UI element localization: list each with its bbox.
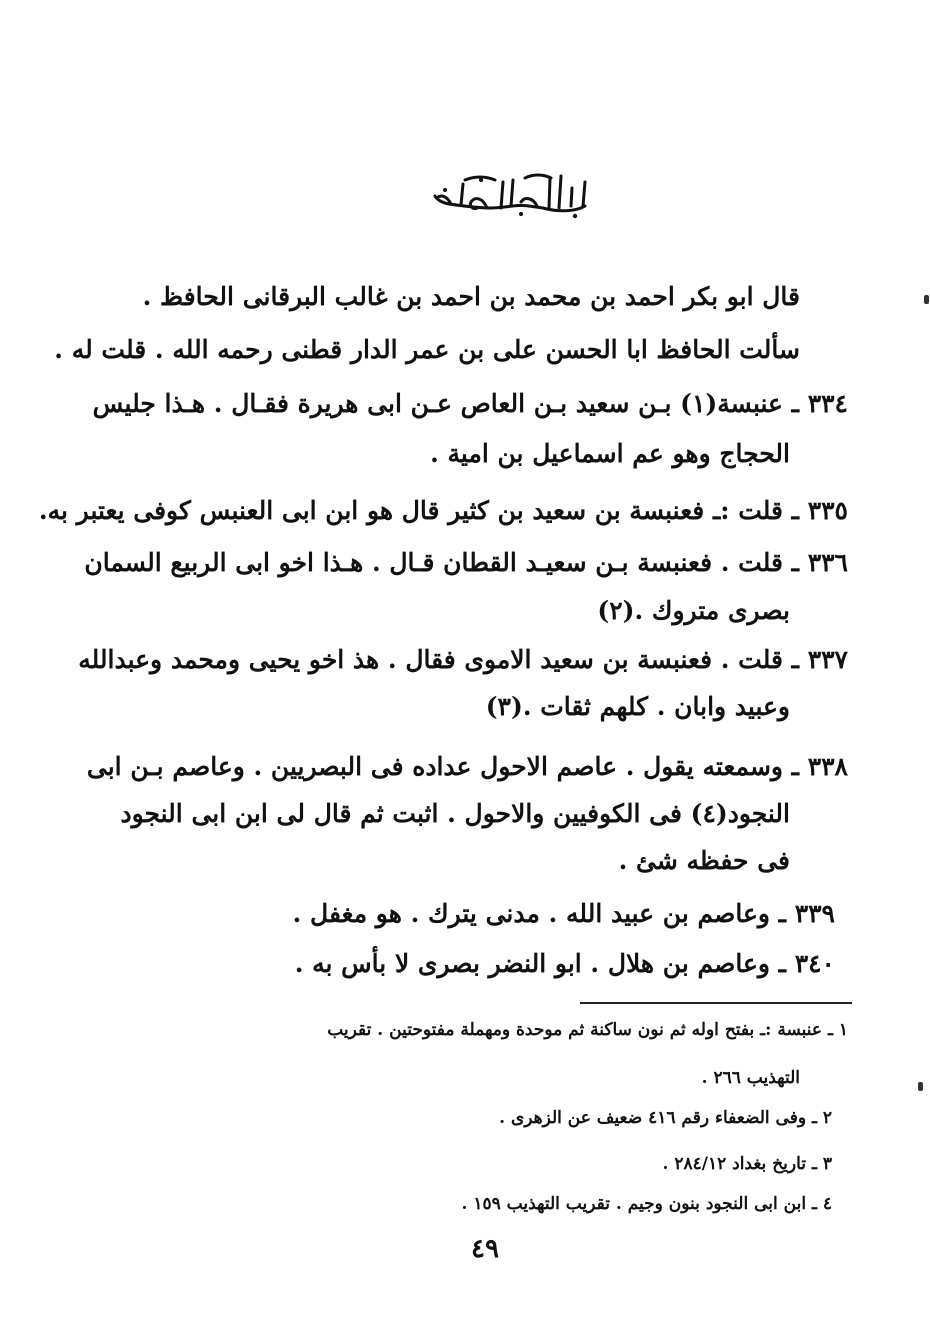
basmala-calligraphy [425, 168, 595, 220]
page-number: ٤٩ [471, 1234, 499, 1264]
entry-338-line-3: فى حفظه شئ . [618, 846, 790, 875]
entry-337-line-1: ٣٣٧ ـ قلت . فعنبسة بن سعيد الاموى فقال . هذ اخو يحيى ومحمد وعبدالله [78, 645, 848, 674]
entry-339-line: ٣٣٩ ـ وعاصم بن عبيد الله . مدنى يترك . هو مغفل . [292, 899, 835, 928]
scan-speck-lower [918, 1082, 923, 1091]
text-line-1: قال ابو بكر احمد بن محمد بن احمد بن غالب البرقانى الحافظ . [142, 282, 800, 311]
footnote-4: ٤ ـ ابن ابى النجود بنون وجيم . تقريب التهذيب ١٥٩ . [461, 1194, 832, 1214]
footnote-3: ٣ ـ تاريخ بغداد ٢٨٤/١٢ . [662, 1154, 832, 1174]
text-line-2: سألت الحافظ ابا الحسن على بن عمر الدار قطنى رحمه الله . قلت له . [54, 335, 800, 364]
entry-334-line-1: ٣٣٤ ـ عنبسة(١) بـن سعيد بـن العاص عـن ابى هريرة فقـال . هـذا جليس [92, 389, 848, 418]
scan-speck-upper [924, 295, 929, 304]
footnote-1-line-1: ١ ـ عنبسة :ـ بفتح اوله ثم نون ساكنة ثم موحدة ومهملة مفتوحتين . تقريب [327, 1020, 848, 1040]
entry-334-line-2: الحجاج وهو عم اسماعيل بن امية . [430, 439, 790, 468]
footnote-1-line-2: التهذيب ٢٦٦ . [701, 1068, 800, 1088]
entry-338-line-2: النجود(٤) فى الكوفيين والاحول . اثبت ثم قال لى ابن ابى النجود [120, 799, 790, 828]
footnote-2: ٢ ـ وفى الضعفاء رقم ٤١٦ ضعيف عن الزهرى . [499, 1108, 832, 1128]
footnote-separator [580, 1002, 852, 1004]
entry-336-line-1: ٣٣٦ ـ قلت . فعنبسة بـن سعيـد القطان قـال . هـذا اخو ابى الربيع السمان [84, 548, 848, 577]
entry-338-line-1: ٣٣٨ ـ وسمعته يقول . عاصم الاحول عداده فى البصريين . وعاصم بـن ابى [86, 752, 848, 781]
entry-336-line-2: بصرى متروك .(٢) [597, 596, 790, 625]
entry-340-line: ٣٤٠ ـ وعاصم بن هلال . ابو النضر بصرى لا بأس به . [294, 949, 835, 978]
entry-335-line: ٣٣٥ ـ قلت :ـ فعنبسة بن سعيد بن كثير قال هو ابن ابى العنبس كوفى يعتبر به. [38, 496, 848, 525]
entry-337-line-2: وعبيد وابان . كلهم ثقات .(٣) [485, 692, 790, 721]
